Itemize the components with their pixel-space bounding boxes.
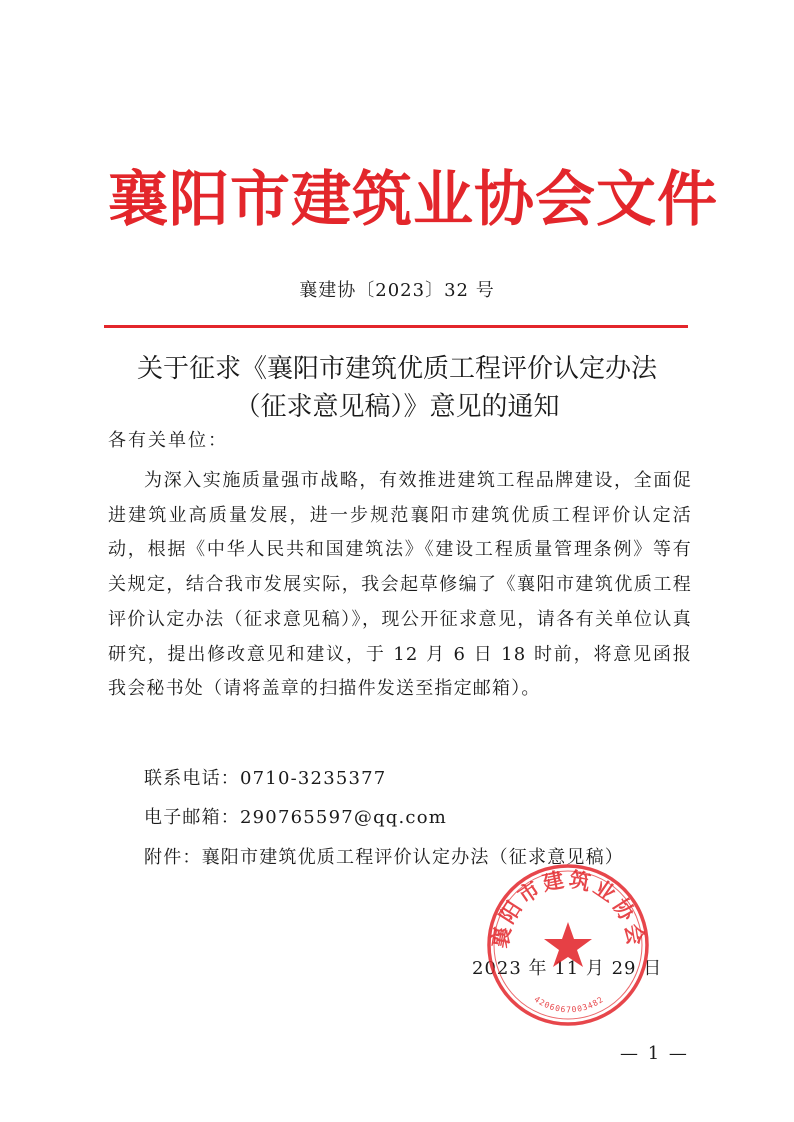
org-header-title: 襄阳市建筑业协会文件 bbox=[108, 165, 718, 235]
seal-code-text: 4206067003482 bbox=[532, 994, 606, 1015]
red-divider bbox=[104, 325, 688, 328]
document-number: 襄建协〔2023〕32 号 bbox=[299, 280, 495, 301]
body-paragraph: 为深入实施质量强市战略，有效推进建筑工程品牌建设，全面促进建筑业高质量发展，进一步规范襄阳市建筑优质工程评价认定活动，根据《中华人民共和国建筑法》《建设工程质量管理条例》等有关规定，结合我市发展实际，我会起草修编了《襄阳市建筑优质工程评价认定办法（征求意见稿）》，现公开征求意见，请各有关单位认真研究，提出修改意见和建议，于 12 月 6 日 18 时前，将意见函报我会秘书处（请将盖章的扫描件发送至指定邮箱）。 bbox=[108, 470, 692, 700]
contact-phone: 联系电话：0710-3235377 bbox=[144, 768, 387, 789]
page-number: — 1 — bbox=[620, 1043, 689, 1064]
signature-date: 2023 年 11 月 29 日 bbox=[472, 958, 663, 979]
seal-org-text: 襄阳市建筑业协会 bbox=[488, 867, 648, 950]
official-seal-icon bbox=[485, 862, 651, 1028]
notice-title-line-2: （征求意见稿）》意见的通知 bbox=[234, 392, 560, 422]
notice-title-line-1: 关于征求《襄阳市建筑优质工程评价认定办法 bbox=[136, 354, 657, 384]
svg-text:4206067003482 bbox=[533, 995, 606, 1015]
contact-email: 电子邮箱：290765597@qq.com bbox=[144, 807, 448, 828]
salutation: 各有关单位： bbox=[108, 430, 228, 451]
body-text bbox=[108, 464, 692, 707]
notice-title bbox=[90, 350, 704, 426]
attachment-line: 附件：襄阳市建筑优质工程评价认定办法（征求意见稿） bbox=[144, 847, 624, 868]
